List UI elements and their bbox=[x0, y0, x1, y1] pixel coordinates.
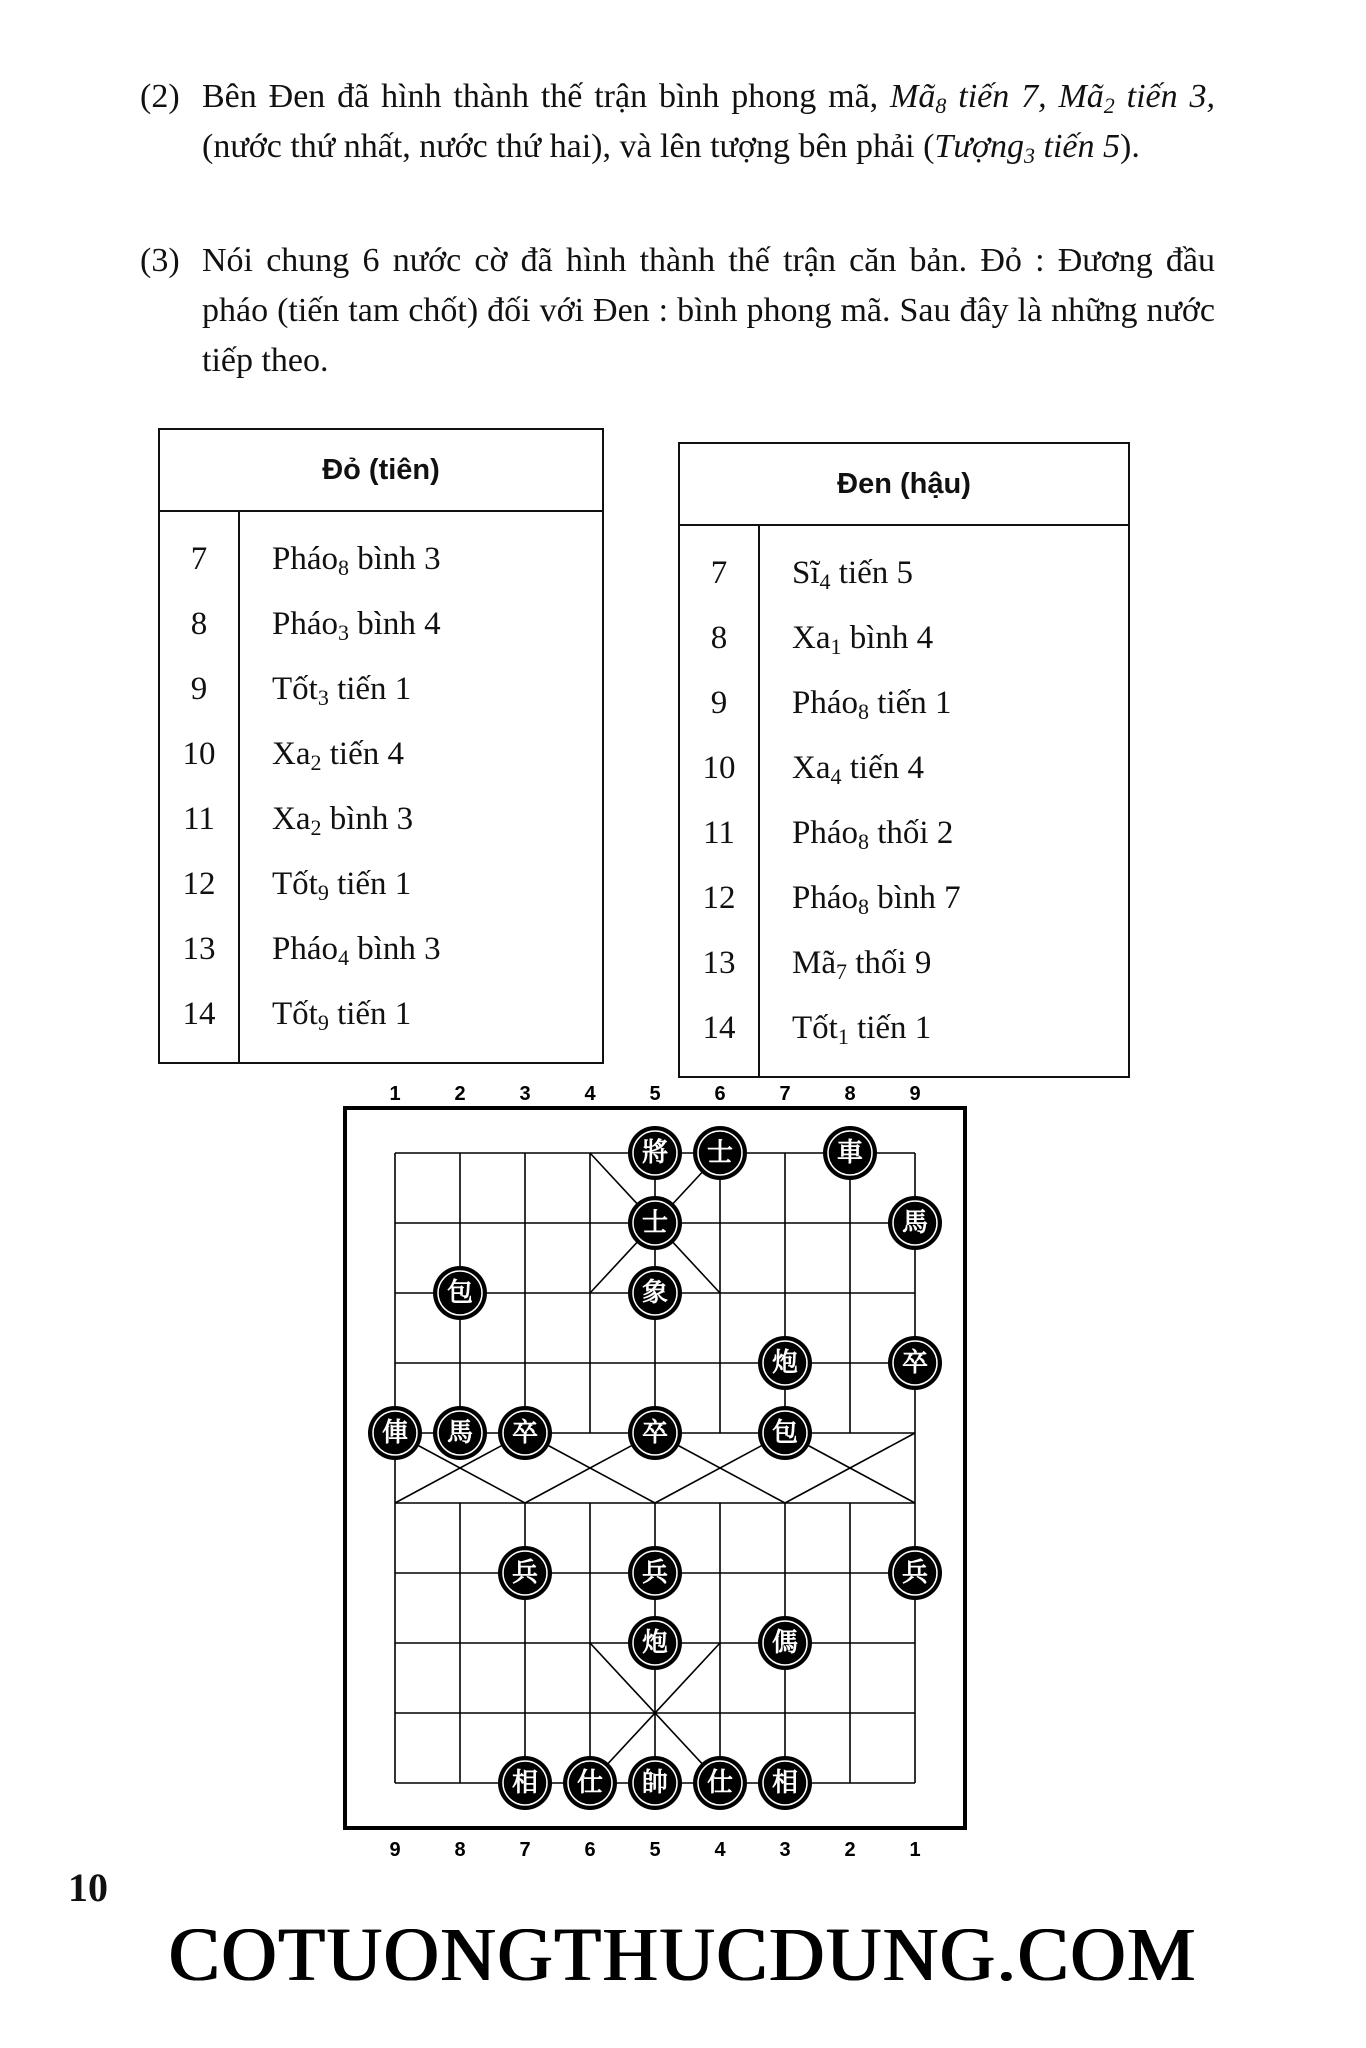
piece: Tượng bbox=[934, 128, 1025, 165]
move-row bbox=[679, 931, 1129, 996]
move: tiến 3, bbox=[1114, 78, 1216, 115]
paragraph-3 bbox=[140, 236, 1215, 379]
paragraph-body bbox=[202, 72, 1215, 172]
xiangqi-piece bbox=[628, 1196, 682, 1250]
file-subscript: 4 bbox=[338, 945, 349, 970]
move-text bbox=[759, 996, 1129, 1077]
piece: Mã bbox=[1058, 78, 1104, 115]
file-number: 5 bbox=[649, 1083, 661, 1105]
move-row bbox=[679, 606, 1129, 671]
file-sub: 8 bbox=[935, 93, 947, 118]
svg-text:包: 包 bbox=[446, 1278, 474, 1308]
file-number: 5 bbox=[649, 1839, 661, 1860]
svg-text:炮: 炮 bbox=[771, 1348, 799, 1378]
move-row bbox=[679, 671, 1129, 736]
move-number: 10 bbox=[159, 722, 239, 787]
file-subscript: 9 bbox=[317, 880, 329, 905]
svg-text:馬: 馬 bbox=[446, 1418, 474, 1448]
piece-name: Xa bbox=[272, 801, 311, 837]
move-text bbox=[759, 606, 1129, 671]
svg-text:兵: 兵 bbox=[511, 1558, 539, 1588]
file-number: 6 bbox=[714, 1083, 726, 1105]
file-subscript: 8 bbox=[338, 555, 349, 580]
file-subscript: 7 bbox=[836, 959, 847, 984]
move-row bbox=[159, 657, 603, 722]
file-number: 8 bbox=[844, 1083, 856, 1105]
move-number: 14 bbox=[159, 982, 239, 1063]
svg-text:兵: 兵 bbox=[901, 1558, 929, 1588]
move-notation bbox=[1058, 78, 1216, 118]
move-number: 7 bbox=[159, 511, 239, 592]
file-subscript: 1 bbox=[837, 1024, 849, 1049]
xiangqi-piece bbox=[433, 1406, 487, 1460]
move-row bbox=[679, 996, 1129, 1077]
move-text bbox=[759, 931, 1129, 996]
move-row bbox=[159, 787, 603, 852]
move-text bbox=[239, 787, 603, 852]
move-notation bbox=[890, 78, 1047, 118]
piece-name: Xa bbox=[272, 736, 311, 772]
paragraph-2 bbox=[140, 72, 1216, 168]
move-text bbox=[239, 511, 603, 592]
svg-text:傌: 傌 bbox=[771, 1628, 799, 1658]
move-action: tiến 1 bbox=[328, 866, 412, 902]
file-number: 3 bbox=[779, 1839, 791, 1860]
piece-name: Pháo bbox=[272, 541, 338, 577]
move-number: 7 bbox=[679, 525, 759, 606]
move-number: 8 bbox=[679, 606, 759, 671]
file-number: 6 bbox=[584, 1839, 596, 1860]
piece-name: Mã bbox=[792, 945, 836, 981]
move-text bbox=[239, 592, 603, 657]
move-text bbox=[759, 866, 1129, 931]
move-action: bình 3 bbox=[321, 801, 414, 837]
piece-name: Tốt bbox=[272, 866, 318, 902]
xiangqi-piece bbox=[628, 1756, 682, 1810]
xiangqi-piece bbox=[498, 1756, 552, 1810]
move-row bbox=[679, 801, 1129, 866]
move-row bbox=[159, 917, 603, 982]
svg-text:仕: 仕 bbox=[576, 1768, 604, 1798]
xiangqi-piece bbox=[563, 1756, 617, 1810]
text: ). bbox=[1120, 128, 1140, 165]
svg-text:相: 相 bbox=[771, 1768, 799, 1798]
move-text bbox=[239, 917, 603, 982]
text: (nước thứ nhất, nước thứ hai), và lên tượng bên phải ( bbox=[202, 128, 935, 165]
move-row bbox=[679, 525, 1129, 606]
file-subscript: 1 bbox=[830, 634, 842, 659]
move-text bbox=[759, 801, 1129, 866]
xiangqi-piece bbox=[498, 1406, 552, 1460]
move-action: tiến 5 bbox=[830, 555, 914, 591]
move-action: tiến 1 bbox=[328, 996, 412, 1032]
move-number: 11 bbox=[159, 787, 239, 852]
red-moves-table bbox=[158, 428, 604, 1064]
move-text bbox=[239, 722, 603, 787]
xiangqi-piece bbox=[628, 1406, 682, 1460]
svg-text:卒: 卒 bbox=[511, 1418, 539, 1448]
move-row bbox=[159, 511, 603, 592]
page-number: 10 bbox=[68, 1865, 108, 1910]
text bbox=[1047, 78, 1059, 115]
xiangqi-piece bbox=[628, 1616, 682, 1670]
file-number: 1 bbox=[909, 1839, 921, 1860]
xiangqi-piece bbox=[628, 1126, 682, 1180]
xiangqi-piece bbox=[758, 1756, 812, 1810]
move-row bbox=[159, 982, 603, 1063]
file-subscript: 9 bbox=[317, 1010, 329, 1035]
file-number: 7 bbox=[519, 1839, 531, 1860]
xiangqi-board bbox=[340, 1080, 980, 1860]
move-action: bình 4 bbox=[349, 606, 441, 642]
move-number: 13 bbox=[679, 931, 759, 996]
piece-name: Tốt bbox=[792, 1010, 838, 1046]
piece-name: Sĩ bbox=[792, 555, 820, 591]
file-number: 7 bbox=[779, 1083, 791, 1105]
piece-name: Pháo bbox=[792, 685, 858, 721]
move-number: 12 bbox=[679, 866, 759, 931]
svg-text:仕: 仕 bbox=[706, 1768, 734, 1798]
file-number: 8 bbox=[454, 1839, 466, 1860]
piece-name: Xa bbox=[792, 750, 831, 786]
move-number: 9 bbox=[159, 657, 239, 722]
paragraph-number: (3) bbox=[140, 242, 180, 279]
bottom-file-labels bbox=[389, 1839, 920, 1860]
file-number: 4 bbox=[714, 1839, 726, 1860]
file-number: 3 bbox=[519, 1083, 531, 1105]
text: Bên Đen đã hình thành thế trận bình phong mã, bbox=[202, 78, 891, 115]
move-action: tiến 1 bbox=[869, 685, 952, 721]
move-text bbox=[239, 982, 603, 1063]
move-action: thối 2 bbox=[869, 815, 954, 851]
svg-text:士: 士 bbox=[641, 1208, 669, 1238]
move-action: bình 3 bbox=[349, 931, 441, 967]
move-action: bình 3 bbox=[349, 541, 441, 577]
move-text bbox=[239, 852, 603, 917]
file-subscript: 8 bbox=[858, 829, 869, 854]
table-header: Đỏ (tiên) bbox=[159, 429, 603, 511]
svg-text:俥: 俥 bbox=[381, 1418, 409, 1448]
svg-text:卒: 卒 bbox=[641, 1418, 669, 1448]
move-row bbox=[679, 866, 1129, 931]
black-moves-table bbox=[678, 442, 1130, 1078]
top-file-labels bbox=[389, 1083, 920, 1105]
file-subscript: 2 bbox=[310, 815, 322, 840]
file-subscript: 3 bbox=[338, 620, 349, 645]
paragraph-body: Nói chung 6 nước cờ đã hình thành thế trận căn bản. Đỏ : Đương đầu pháo (tiến tam chốt) đối với Đen : bình phong mã. Sau đây là những nước tiếp theo. bbox=[202, 242, 1215, 379]
move-row bbox=[159, 722, 603, 787]
file-number: 4 bbox=[584, 1083, 596, 1105]
xiangqi-piece bbox=[888, 1546, 942, 1600]
svg-text:卒: 卒 bbox=[901, 1348, 929, 1378]
file-subscript: 4 bbox=[830, 764, 842, 789]
svg-text:將: 將 bbox=[641, 1138, 669, 1168]
file-number: 9 bbox=[389, 1839, 401, 1860]
paragraph-number: (2) bbox=[140, 78, 180, 115]
file-subscript: 8 bbox=[858, 699, 869, 724]
xiangqi-piece bbox=[823, 1126, 877, 1180]
move-text bbox=[759, 736, 1129, 801]
move-action: bình 4 bbox=[841, 620, 934, 656]
file-number: 2 bbox=[454, 1083, 466, 1105]
piece-name: Pháo bbox=[272, 606, 338, 642]
piece-name: Xa bbox=[792, 620, 831, 656]
xiangqi-piece bbox=[498, 1546, 552, 1600]
xiangqi-piece bbox=[628, 1546, 682, 1600]
move-number: 8 bbox=[159, 592, 239, 657]
move-number: 10 bbox=[679, 736, 759, 801]
file-subscript: 2 bbox=[310, 750, 322, 775]
svg-text:兵: 兵 bbox=[641, 1558, 669, 1588]
piece-name: Pháo bbox=[792, 880, 858, 916]
move-text bbox=[239, 657, 603, 722]
svg-text:相: 相 bbox=[511, 1768, 539, 1798]
xiangqi-piece bbox=[628, 1266, 682, 1320]
svg-text:馬: 馬 bbox=[901, 1208, 929, 1238]
svg-text:象: 象 bbox=[641, 1278, 669, 1308]
xiangqi-piece bbox=[693, 1756, 747, 1810]
move-action: tiến 1 bbox=[848, 1010, 932, 1046]
xiangqi-piece bbox=[758, 1616, 812, 1670]
file-subscript: 3 bbox=[317, 685, 329, 710]
move-number: 13 bbox=[159, 917, 239, 982]
move-action: tiến 4 bbox=[841, 750, 924, 786]
xiangqi-piece bbox=[368, 1406, 422, 1460]
move-row bbox=[159, 592, 603, 657]
move-number: 14 bbox=[679, 996, 759, 1077]
move-text bbox=[759, 525, 1129, 606]
file-subscript: 4 bbox=[819, 569, 831, 594]
move-text bbox=[759, 671, 1129, 736]
svg-text:士: 士 bbox=[706, 1138, 734, 1168]
file-sub: 3 bbox=[1024, 143, 1036, 168]
move-row bbox=[679, 736, 1129, 801]
svg-text:車: 車 bbox=[836, 1138, 864, 1168]
piece-name: Pháo bbox=[272, 931, 338, 967]
move-number: 11 bbox=[679, 801, 759, 866]
move-action: bình 7 bbox=[869, 880, 961, 916]
svg-text:帥: 帥 bbox=[641, 1768, 669, 1798]
table-header: Đen (hậu) bbox=[679, 443, 1129, 525]
file-subscript: 8 bbox=[858, 894, 869, 919]
move-action: tiến 1 bbox=[328, 671, 412, 707]
move-row bbox=[159, 852, 603, 917]
xiangqi-piece bbox=[758, 1406, 812, 1460]
svg-text:炮: 炮 bbox=[641, 1628, 669, 1658]
move-action: thối 9 bbox=[847, 945, 932, 981]
move-notation bbox=[934, 128, 1120, 168]
xiangqi-piece bbox=[888, 1196, 942, 1250]
move: tiến 7, bbox=[946, 78, 1047, 115]
move-action: tiến 4 bbox=[321, 736, 404, 772]
xiangqi-piece bbox=[758, 1336, 812, 1390]
file-number: 2 bbox=[844, 1839, 856, 1860]
file-number: 9 bbox=[909, 1083, 921, 1105]
piece-name: Pháo bbox=[792, 815, 858, 851]
move: tiến 5 bbox=[1035, 128, 1120, 165]
file-sub: 2 bbox=[1103, 93, 1115, 118]
piece-name: Tốt bbox=[272, 996, 318, 1032]
xiangqi-piece bbox=[888, 1336, 942, 1390]
xiangqi-piece bbox=[433, 1266, 487, 1320]
move-number: 9 bbox=[679, 671, 759, 736]
svg-text:包: 包 bbox=[771, 1418, 799, 1448]
move-number: 12 bbox=[159, 852, 239, 917]
site-watermark-footer: COTUONGTHUCDUNG.COM bbox=[168, 1913, 1198, 1997]
file-number: 1 bbox=[389, 1083, 401, 1105]
xiangqi-piece bbox=[693, 1126, 747, 1180]
piece-name: Tốt bbox=[272, 671, 318, 707]
piece: Mã bbox=[890, 78, 936, 115]
